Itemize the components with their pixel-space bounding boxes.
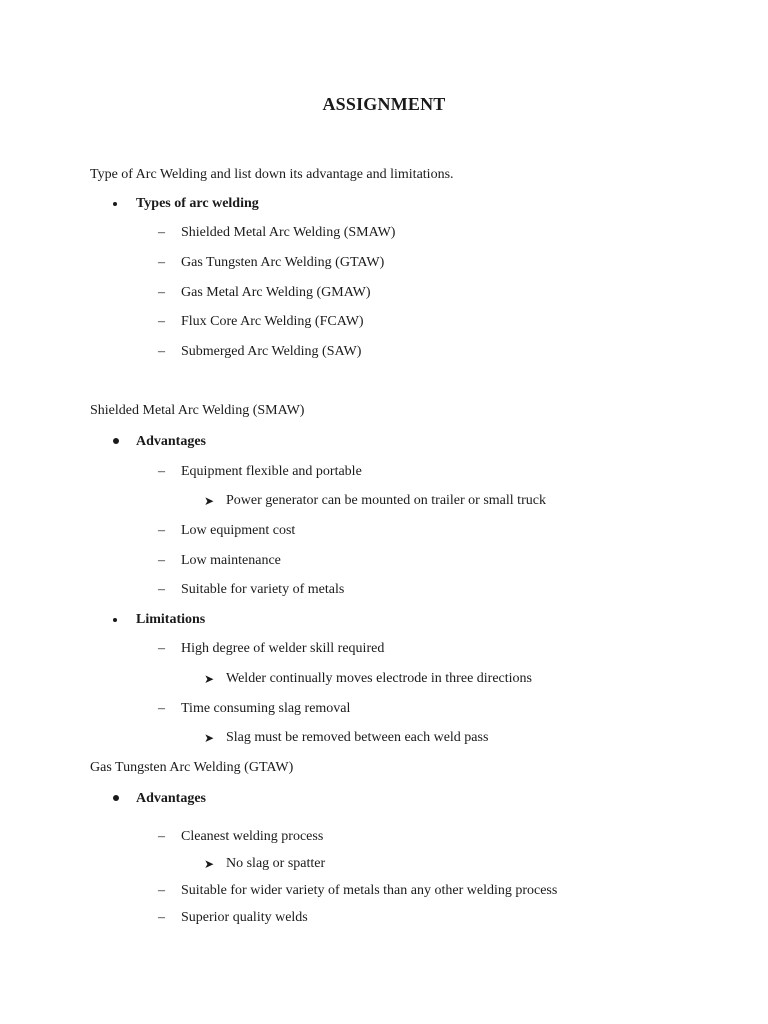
dash-marker: – [158,464,165,479]
dash-marker: – [158,255,165,270]
section-heading-gtaw: Gas Tungsten Arc Welding (GTAW) [90,760,294,775]
bullet-dot [113,795,119,801]
list-item: Flux Core Arc Welding (FCAW) [181,314,364,329]
bullet-dot [113,618,117,622]
arrow-bullet-icon: ➤ [204,494,215,508]
list-item: High degree of welder skill required [181,641,385,656]
dash-marker: – [158,523,165,538]
sub-list-item: Power generator can be mounted on trailer or small truck [226,493,546,508]
list-item: Cleanest welding process [181,829,324,844]
sub-list-item: Slag must be removed between each weld pass [226,730,489,745]
list-item: Low equipment cost [181,523,296,538]
dash-marker: – [158,285,165,300]
list-item: Suitable for wider variety of metals than any other welding process [181,883,558,898]
arrow-bullet-icon: ➤ [204,857,215,871]
sub-list-item: No slag or spatter [226,856,326,871]
list-item: Low maintenance [181,553,281,568]
bullet-dot [113,438,119,444]
dash-marker: – [158,701,165,716]
list-item: Superior quality welds [181,910,308,925]
list-item: Time consuming slag removal [181,701,351,716]
dash-marker: – [158,910,165,925]
page-title: ASSIGNMENT [322,94,446,114]
gtaw-advantages-label: Advantages [136,791,207,806]
list-item: Equipment flexible and portable [181,464,362,479]
list-item: Suitable for variety of metals [181,582,345,597]
dash-marker: – [158,553,165,568]
intro-text: Type of Arc Welding and list down its advantage and limitations. [90,167,454,182]
smaw-limitations-label: Limitations [136,612,206,627]
dash-marker: – [158,314,165,329]
list-item: Submerged Arc Welding (SAW) [181,344,362,359]
sub-list-item: Welder continually moves electrode in three directions [226,671,532,686]
list-item: Shielded Metal Arc Welding (SMAW) [181,225,396,240]
arrow-bullet-icon: ➤ [204,672,215,686]
bullet-dot [113,202,117,206]
section-heading-smaw: Shielded Metal Arc Welding (SMAW) [90,403,305,418]
dash-marker: – [158,883,165,898]
list-item: Gas Tungsten Arc Welding (GTAW) [181,255,385,270]
dash-marker: – [158,344,165,359]
dash-marker: – [158,225,165,240]
arrow-bullet-icon: ➤ [204,731,215,745]
dash-marker: – [158,829,165,844]
dash-marker: – [158,582,165,597]
types-label: Types of arc welding [136,196,259,211]
list-item: Gas Metal Arc Welding (GMAW) [181,285,371,300]
smaw-advantages-label: Advantages [136,434,207,449]
dash-marker: – [158,641,165,656]
